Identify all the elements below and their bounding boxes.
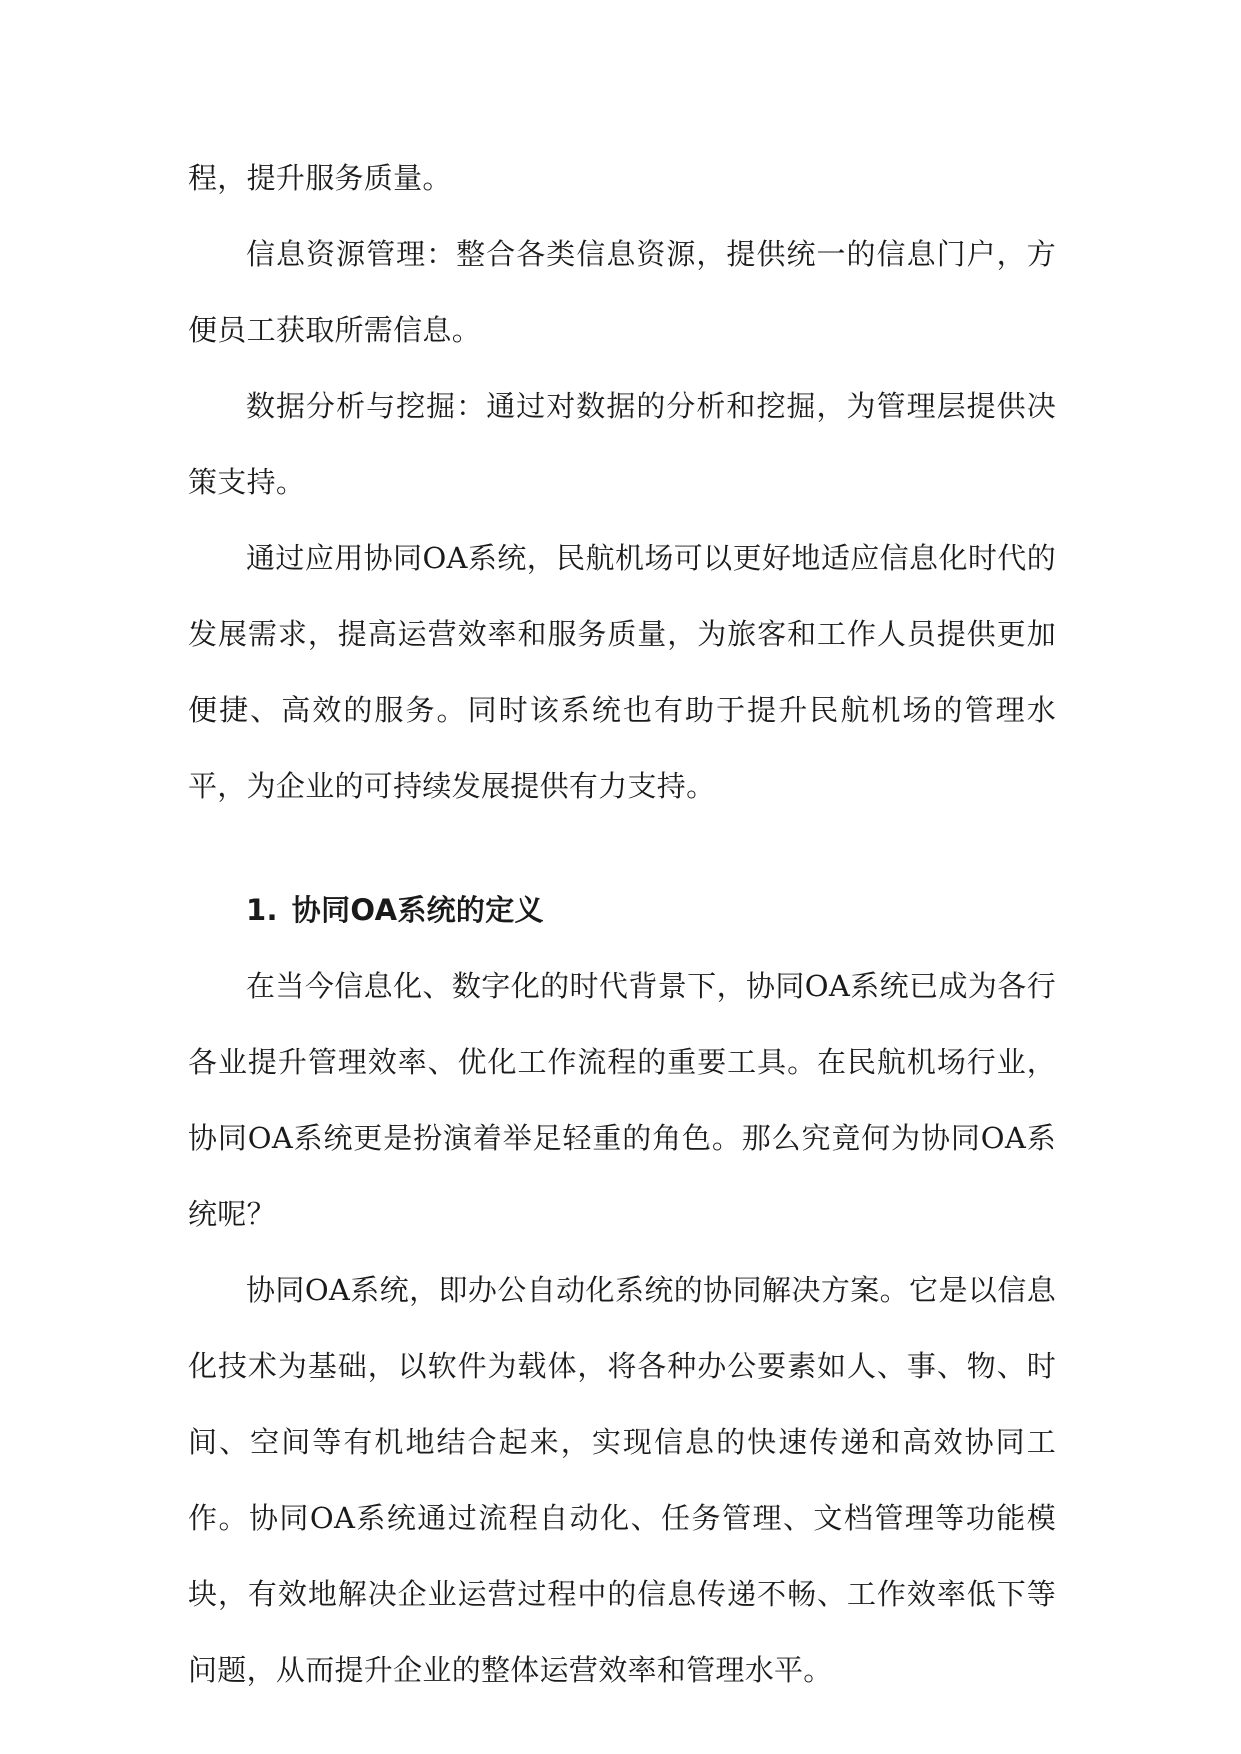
paragraph-summary: 通过应用协同OA系统，民航机场可以更好地适应信息化时代的发展需求，提高运营效率和服务质量，为旅客和工作人员提供更加便捷、高效的服务。同时该系统也有助于提升民航机场的管理水平，为企业的可持续发展提供有力支持。 xyxy=(188,541,1056,803)
section-heading xyxy=(188,872,1056,948)
section-number: 1. xyxy=(246,893,278,927)
paragraph-definition: 协同OA系统，即办公自动化系统的协同解决方案。它是以信息化技术为基础，以软件为载体，将各种办公要素如人、事、物、时间、空间等有机地结合起来，实现信息的快速传递和高效协同工作。协同OA系统通过流程自动化、任务管理、文档管理等功能模块，有效地解决企业运营过程中的信息传递不畅、工作效率低下等问题，从而提升企业的整体运营效率和管理水平。 xyxy=(188,1273,1056,1687)
paragraph-data-analysis: 数据分析与挖掘：通过对数据的分析和挖掘，为管理层提供决策支持。 xyxy=(188,389,1056,499)
paragraph-info-resource: 信息资源管理：整合各类信息资源，提供统一的信息门户，方便员工获取所需信息。 xyxy=(188,237,1056,347)
document-body xyxy=(188,140,1056,1708)
section-title: 协同OA系统的定义 xyxy=(291,893,544,927)
paragraph-background: 在当今信息化、数字化的时代背景下，协同OA系统已成为各行各业提升管理效率、优化工作流程的重要工具。在民航机场行业，协同OA系统更是扮演着举足轻重的角色。那么究竟何为协同OA系统呢？ xyxy=(188,969,1056,1231)
paragraph-continuation: 程，提升服务质量。 xyxy=(188,161,452,195)
